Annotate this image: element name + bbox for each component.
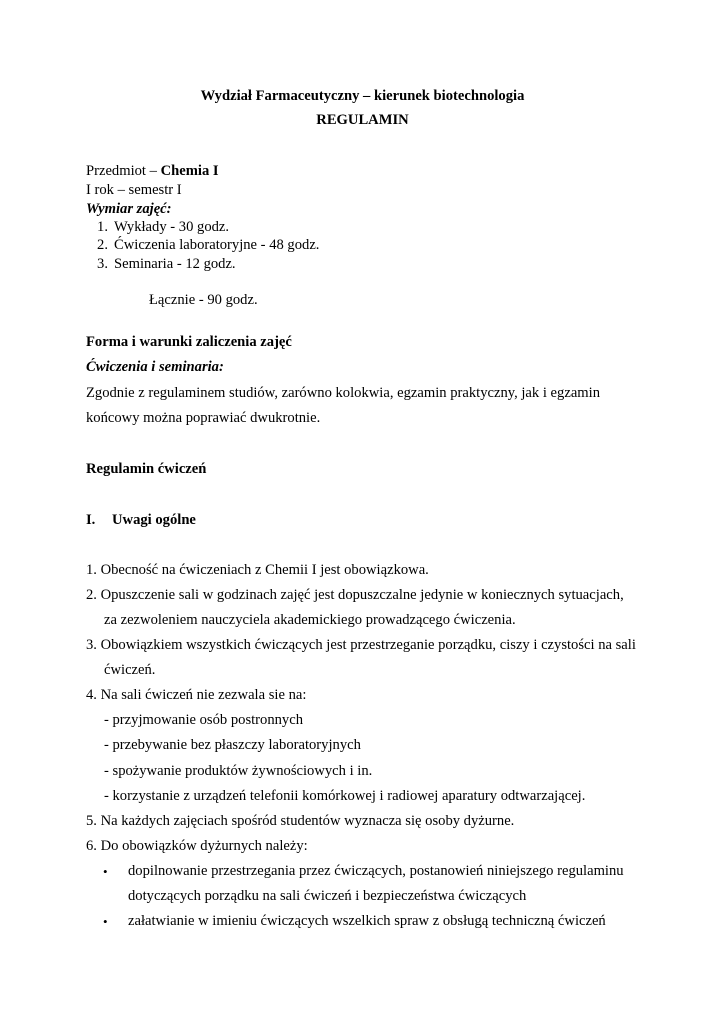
rule-line: 3. Obowiązkiem wszystkich ćwiczących jest przestrzeganie porządku, ciszy i czystości na sali xyxy=(86,637,636,653)
hours-item xyxy=(86,256,236,273)
hours-item-text: Wykłady - 30 godz. xyxy=(114,219,230,235)
assessment-text-line: końcowy można poprawiać dwukrotnie. xyxy=(86,410,321,426)
document-title: REGULAMIN xyxy=(316,112,409,128)
hours-item xyxy=(86,237,319,254)
hours-item-number: 3. xyxy=(97,256,108,272)
rules-heading: Regulamin ćwiczeń xyxy=(86,461,207,477)
assessment-text-line: Zgodnie z regulaminem studiów, zarówno kolokwia, egzamin praktyczny, jak i egzamin xyxy=(86,385,600,401)
assessment-subheading: Ćwiczenia i seminaria: xyxy=(86,359,224,375)
bullet-item-continuation: dotyczących porządku na sali ćwiczeń i bezpieczeństwa ćwiczących xyxy=(128,888,527,904)
rule-line: 5. Na każdych zajęciach spośród studentów wyznacza się osoby dyżurne. xyxy=(86,813,515,829)
rule-line: 6. Do obowiązków dyżurnych należy: xyxy=(86,838,308,854)
hours-item-number: 1. xyxy=(97,219,108,235)
assessment-heading: Forma i warunki zaliczenia zajęć xyxy=(86,334,292,350)
subject-name: Chemia I xyxy=(160,163,219,179)
subject-prefix: Przedmiot – xyxy=(86,163,161,179)
hours-item-text: Seminaria - 12 godz. xyxy=(114,256,236,272)
section-number: I. xyxy=(86,512,96,528)
rule-sub-item: - spożywanie produktów żywnościowych i in. xyxy=(104,763,373,779)
bullet-icon: • xyxy=(103,914,108,929)
section-title: Uwagi ogólne xyxy=(112,512,196,528)
section-heading xyxy=(86,512,196,529)
subject-line xyxy=(86,163,219,180)
rule-sub-item: - przebywanie bez płaszczy laboratoryjnych xyxy=(104,737,361,753)
hours-item xyxy=(86,219,229,236)
faculty-heading: Wydział Farmaceutyczny – kierunek biotechnologia xyxy=(200,88,525,104)
rule-line: 2. Opuszczenie sali w godzinach zajęć jest dopuszczalne jedynie w koniecznych sytuacjach, xyxy=(86,587,624,603)
rule-line: 1. Obecność na ćwiczeniach z Chemii I jest obowiązkowa. xyxy=(86,562,429,578)
rule-sub-item: - korzystanie z urządzeń telefonii komórkowej i radiowej aparatury odtwarzającej. xyxy=(104,788,586,804)
bullet-item: załatwianie w imieniu ćwiczących wszelkich spraw z obsługą techniczną ćwiczeń xyxy=(128,913,606,929)
hours-heading: Wymiar zajęć: xyxy=(86,201,172,217)
bullet-item: dopilnowanie przestrzegania przez ćwiczących, postanowień niniejszego regulaminu xyxy=(128,863,624,879)
rule-line: za zezwoleniem nauczyciela akademickiego prowadzącego ćwiczenia. xyxy=(104,612,516,628)
rule-line: 4. Na sali ćwiczeń nie zezwala sie na: xyxy=(86,687,307,703)
year-semester: I rok – semestr I xyxy=(86,182,182,198)
bullet-icon: • xyxy=(103,864,108,879)
hours-item-number: 2. xyxy=(97,237,108,253)
hours-total: Łącznie - 90 godz. xyxy=(149,292,258,308)
rule-line: ćwiczeń. xyxy=(104,662,156,678)
rule-sub-item: - przyjmowanie osób postronnych xyxy=(104,712,304,728)
hours-item-text: Ćwiczenia laboratoryjne - 48 godz. xyxy=(114,237,320,253)
